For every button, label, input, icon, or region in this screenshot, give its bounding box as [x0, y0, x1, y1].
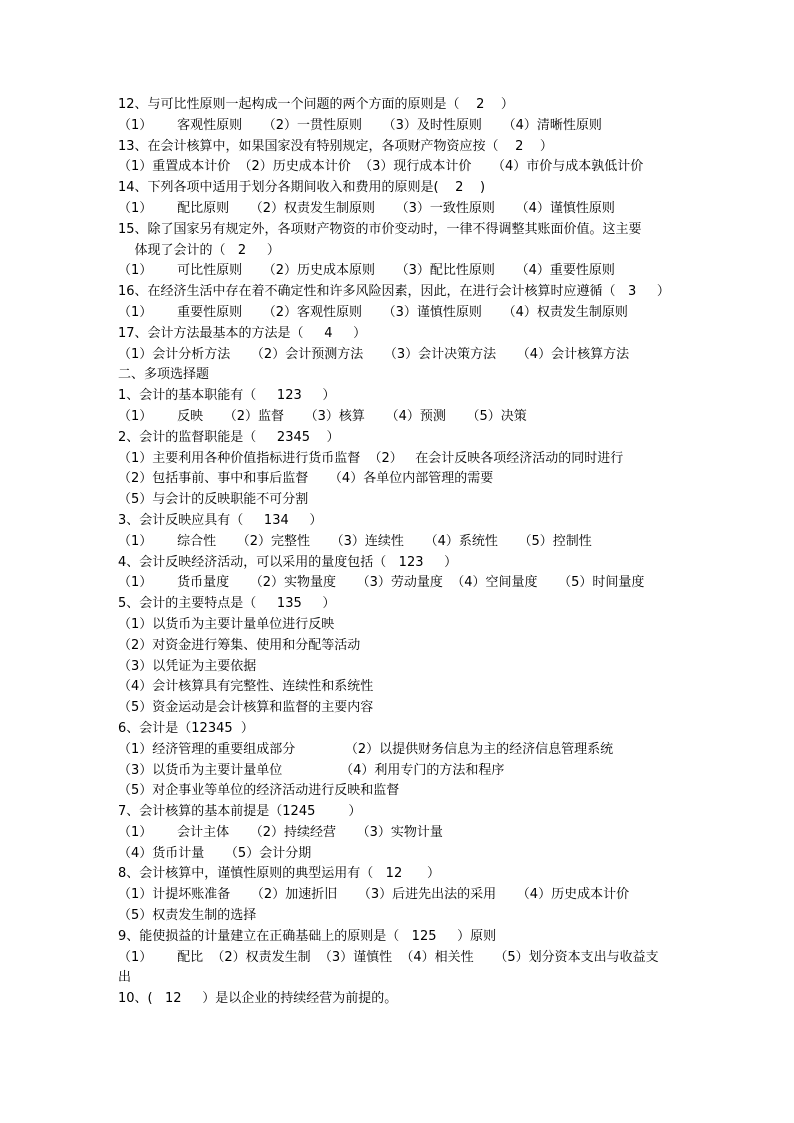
- multi-question-10: 10、( 12 ）是以企业的持续经营为前提的。: [118, 991, 398, 1007]
- question-14: 14、下列各项中适用于划分各期间收入和费用的原则是( 2 ): [118, 180, 486, 196]
- question-13: 13、在会计核算中，如果国家没有特别规定，各项财产物资应按（ 2 ）: [118, 138, 553, 154]
- multi-question-4-options: （1） 货币量度 （2）实物量度 （3）劳动量度 （4）空间量度 （5）时间量度: [118, 575, 645, 591]
- multi-question-5-option: （4）会计核算具有完整性、连续性和系统性: [118, 679, 374, 695]
- question-13-options: （1）重置成本计价 （2）历史成本计价 （3）现行成本计价 （4）市价与成本孰低计价: [118, 159, 644, 175]
- multi-question-5-option: （3）以凭证为主要依据: [118, 658, 257, 674]
- multi-question-3: 3、会计反映应具有（ 134 ）: [118, 512, 323, 528]
- multi-question-9-options: （1） 配比 （2）权责发生制 （3）谨慎性 （4）相关性 （5）划分资本支出与收益支: [118, 949, 659, 965]
- question-12: 12、与可比性原则一起构成一个问题的两个方面的原则是（ 2 ）: [118, 97, 514, 112]
- multi-question-6-option-line: （1）经济管理的重要组成部分 （2）以提供财务信息为主的经济信息管理系统: [118, 741, 614, 757]
- document-page: [118, 95, 688, 1010]
- multi-question-4: 4、会计反映经济活动，可以采用的量度包括（ 123 ）: [118, 554, 458, 570]
- multi-question-8-option-line: （5）权责发生制的选择: [118, 908, 257, 924]
- multi-question-5-option: （1）以货币为主要计量单位进行反映: [118, 616, 335, 632]
- multi-question-2-option-line: （2）包括事前、事中和事后监督 （4）各单位内部管理的需要: [118, 471, 494, 487]
- question-15-continued: 体现了会计的（ 2 ）: [118, 242, 280, 258]
- multi-question-2-option-line: （5）与会计的反映职能不可分割: [118, 492, 309, 508]
- multi-question-1: 1、会计的基本职能有（ 123 ）: [118, 388, 336, 404]
- multi-question-8: 8、会计核算中，谨慎性原则的典型运用有（ 12 ）: [118, 866, 441, 882]
- multi-question-8-option-line: （1）计提坏账准备 （2）加速折旧 （3）后进先出法的采用 （4）历史成本计价: [118, 887, 630, 903]
- multi-question-1-options: （1） 反映 （2）监督 （3）核算 （4）预测 （5）决策: [118, 408, 527, 424]
- multi-question-6-option-line: （5）对企事业等单位的经济活动进行反映和监督: [118, 783, 400, 799]
- question-17-options: （1）会计分析方法 （2）会计预测方法 （3）会计决策方法 （4）会计核算方法: [118, 346, 630, 362]
- section-heading: 二、多项选择题: [118, 367, 210, 383]
- multi-question-6: 6、会计是（12345 ）: [118, 720, 254, 736]
- multi-question-2: 2、会计的监督职能是（ 2345 ）: [118, 429, 340, 445]
- question-17: 17、会计方法最基本的方法是（ 4 ）: [118, 325, 367, 341]
- multi-question-7: 7、会计核算的基本前提是（1245 ）: [118, 804, 362, 820]
- multi-question-3-options: （1） 综合性 （2）完整性 （3）连续性 （4）系统性 （5）控制性: [118, 533, 592, 549]
- multi-question-5: 5、会计的主要特点是（ 135 ）: [118, 596, 336, 612]
- question-16: 16、在经济生活中存在着不确定性和许多风险因素，因此，在进行会计核算时应遵循（ 3 ）: [118, 284, 670, 300]
- multi-question-2-option-line: （1）主要利用各种价值指标进行货币监督 （2） 在会计反映各项经济活动的同时进行: [118, 450, 624, 466]
- question-15-options: （1） 可比性原则 （2）历史成本原则 （3）配比性原则 （4）重要性原则: [118, 263, 615, 279]
- question-15: 15、除了国家另有规定外，各项财产物资的市价变动时，一律不得调整其账面价值。这主要: [118, 221, 642, 237]
- multi-question-9-options-continued: 出: [118, 970, 132, 986]
- question-12-options: （1） 客观性原则 （2）一贯性原则 （3）及时性原则 （4）清晰性原则: [118, 117, 602, 133]
- question-16-options: （1） 重要性原则 （2）客观性原则 （3）谨慎性原则 （4）权责发生制原则: [118, 304, 628, 320]
- multi-question-5-option: （5）资金运动是会计核算和监督的主要内容: [118, 700, 374, 716]
- multi-question-6-option-line: （3）以货币为主要计量单位 （4）利用专门的方法和程序: [118, 762, 505, 778]
- multi-question-7-option-line: （1） 会计主体 （2）持续经营 （3）实物计量: [118, 824, 443, 840]
- multi-question-7-option-line: （4）货币计量 （5）会计分期: [118, 845, 312, 861]
- multi-question-9: 9、能使损益的计量建立在正确基础上的原则是（ 125 ）原则: [118, 928, 497, 944]
- question-14-options: （1） 配比原则 （2）权责发生制原则 （3）一致性原则 （4）谨慎性原则: [118, 200, 615, 216]
- multi-question-5-option: （2）对资金进行筹集、使用和分配等活动: [118, 637, 361, 653]
